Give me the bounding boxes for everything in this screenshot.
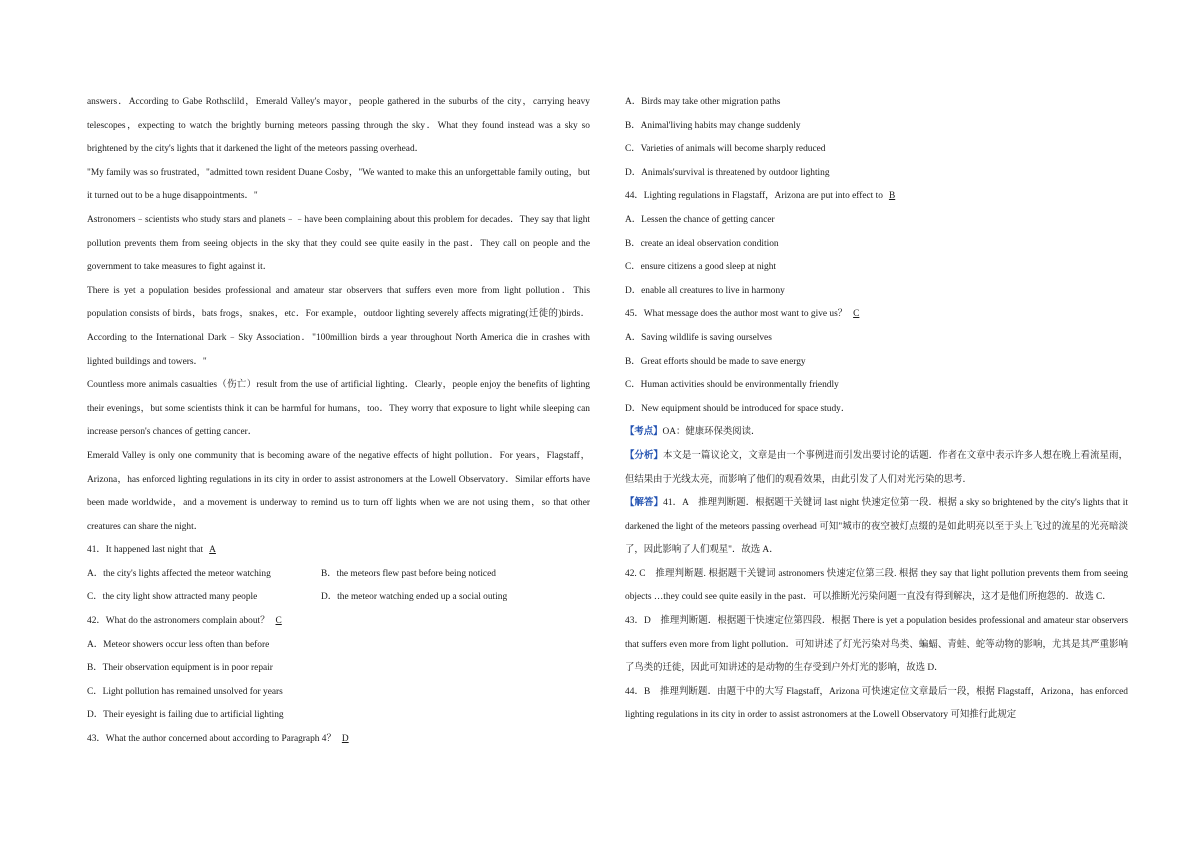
option-41-d: D．the meteor watching ended up a social outing [321,592,508,603]
option-43-c: C．Varieties of animals will become sharply reduced [625,144,826,155]
option-41-a: A．the city's lights affected the meteor watching [87,568,271,579]
option-44-c: C．ensure citizens a good sleep at night [625,262,777,273]
passage-paragraph-3: Astronomers﹣scientists who study stars and planets﹣﹣have been complaining about this problem for decades．They say that light pollution prevents them from seeing objects in the sky that they could see quite easily in the past．They call on people and the government to take measures to fight against it． [87,214,590,273]
option-44-d: D．enable all creatures to live in harmony [625,285,785,296]
explanation-43: 43．D 推理判断题．根据题干快速定位第四段．根据 There is yet a population besides professional and amateur star observers that suffers even more from light pollution．可知讲述了灯光污染对鸟类、蝙蝠、青蛙、蛇等动物的影响，尤其是其严重影响了鸟类的迁徙，因此可知讲述的是动物的生存受到户外灯光的影响，故选 D． [625,616,1128,674]
question-43 [87,728,590,752]
question-44-stem: 44．Lighting regulations in Flagstaff，Arizona are put into effect to [625,191,883,202]
option-45-c: C．Human activities should be environmentally friendly [625,380,839,391]
jieda-text: 41．A 推理判断题．根据题干关键词 last night 快速定位第一段．根据 a sky so brightened by the city's lights that it darkened the light of the meteors passing overhead 可知"城市的夜空被灯点缀的是如此明亮以至于头上飞过的流星的光亮暗淡了，因此影响了人们观星"．故选 A． [625,498,1128,556]
option-42-c: C．Light pollution has remained unsolved for years [87,686,283,697]
right-column [625,91,1128,728]
question-41-options-row-2 [87,586,590,610]
passage-paragraph-6: Emerald Valley is only one community that is becoming aware of the negative effects of hight pollution．For years，Flagstaff，Arizona，has enforced lighting regulations in its city in order to assist astronomers at the Lowell Observatory．Similar efforts have been made worldwide，and a movement is underway to remind us to turn off lights when we are not using them，so that other creatures can share the night． [87,450,590,532]
question-43-stem: 43．What the author concerned about according to Paragraph 4？ [87,734,336,745]
question-44 [625,185,1128,209]
fenxi-section [625,445,1128,492]
option-43-d: D．Animals'survival is threatened by outdoor lighting [625,167,830,178]
option-43-b: B．Animal'living habits may change suddenly [625,120,801,131]
fenxi-text: 本文是一篇议论文，文章是由一个事例进而引发出要讨论的话题．作者在文章中表示许多人想在晚上看流星雨，但结果由于光线太亮，而影响了他们的观看效果，由此引发了人们对光污染的思考． [625,450,1128,485]
question-44-answer: B [888,191,896,202]
option-45-a: A．Saving wildlife is saving ourselves [625,332,772,343]
jieda-tag: 【解答】 [625,498,664,509]
question-41-options-row-1 [87,563,590,587]
question-41-answer: A [209,545,216,556]
option-44-a: A．Lessen the chance of getting cancer [625,214,775,225]
question-42 [87,610,590,634]
kaodian-tag: 【考点】 [625,427,663,438]
option-45-b: B．Great efforts should be made to save energy [625,356,806,367]
explanation-44: 44．B 推理判断题．由题干中的大写 Flagstaff，Arizona 可快速定位文章最后一段，根据 Flagstaff，Arizona，has enforced lighting regulations in its city in order to assist astronomers at the Lowell Observatory 可知推行此规定 [625,686,1128,721]
option-41-c: C．the city light show attracted many people [87,592,258,603]
option-42-d: D．Their eyesight is failing due to artificial lighting [87,710,284,721]
question-41 [87,539,590,563]
passage-paragraph-2: "My family was so frustrated，"admitted town resident Duane Cosby，"We wanted to make this an unforgettable family outing，but it turned out to be a huge disappointments．" [87,167,590,202]
passage-paragraph-5: Countless more animals casualties（伤亡）result from the use of artificial lighting．Clearly，people enjoy the benefits of lighting their evenings，but some scientists think it can be harmful for humans，too．They worry that exposure to light while sleeping can increase person's chances of getting cancer． [87,380,590,438]
question-45 [625,303,1128,327]
option-45-d: D．New equipment should be introduced for space study． [625,403,851,414]
question-41-stem: 41．It happened last night that [87,545,204,556]
kaodian-section [625,421,1128,445]
left-column [87,91,590,752]
option-44-b: B．create an ideal observation condition [625,238,779,249]
jieda-section [625,492,1128,563]
option-43-a: A．Birds may take other migration paths [625,97,781,107]
fenxi-tag: 【分析】 [625,450,663,461]
passage-paragraph-4: There is yet a population besides professional and amateur star observers that suffers even more from light pollution．This population consists of birds，bats frogs，snakes，etc．For example，outdoor lighting severely affects migrating(迁徙的)birds．According to the International Dark﹣Sky Association．"100million birds a year throughout North America die in crashes with lighted buildings and towers．" [87,285,590,367]
kaodian-text: OA：健康环保类阅读． [662,427,761,438]
option-42-b: B．Their observation equipment is in poor repair [87,663,273,674]
passage-paragraph-1: answers．According to Gabe Rothsclild，Emerald Valley's mayor，people gathered in the suburbs of the city，carrying heavy telescopes，expecting to watch the brightly burning meteors passing through the sky．What they found instead was a sky so brightened by the city's lights that it darkened the light of the meteors passing overhead． [87,97,590,155]
question-45-answer: C [853,309,860,320]
question-42-answer: C [275,616,282,627]
option-42-a: A．Meteor showers occur less often than before [87,639,270,650]
option-41-b: B．the meteors flew past before being noticed [321,568,496,579]
question-45-stem: 45．What message does the author most want to give us？ [625,309,848,320]
question-43-answer: D [341,734,349,745]
question-42-stem: 42．What do the astronomers complain about？ [87,616,270,627]
explanation-42: 42. C 推理判断题. 根据题干关键词 astronomers 快速定位第三段. 根据 they say that light pollution prevents them from seeing objects …they could see quite easily in the past．可以推断光污染问题一直没有得到解决，这才是他们所抱怨的．故选 C． [625,568,1128,603]
